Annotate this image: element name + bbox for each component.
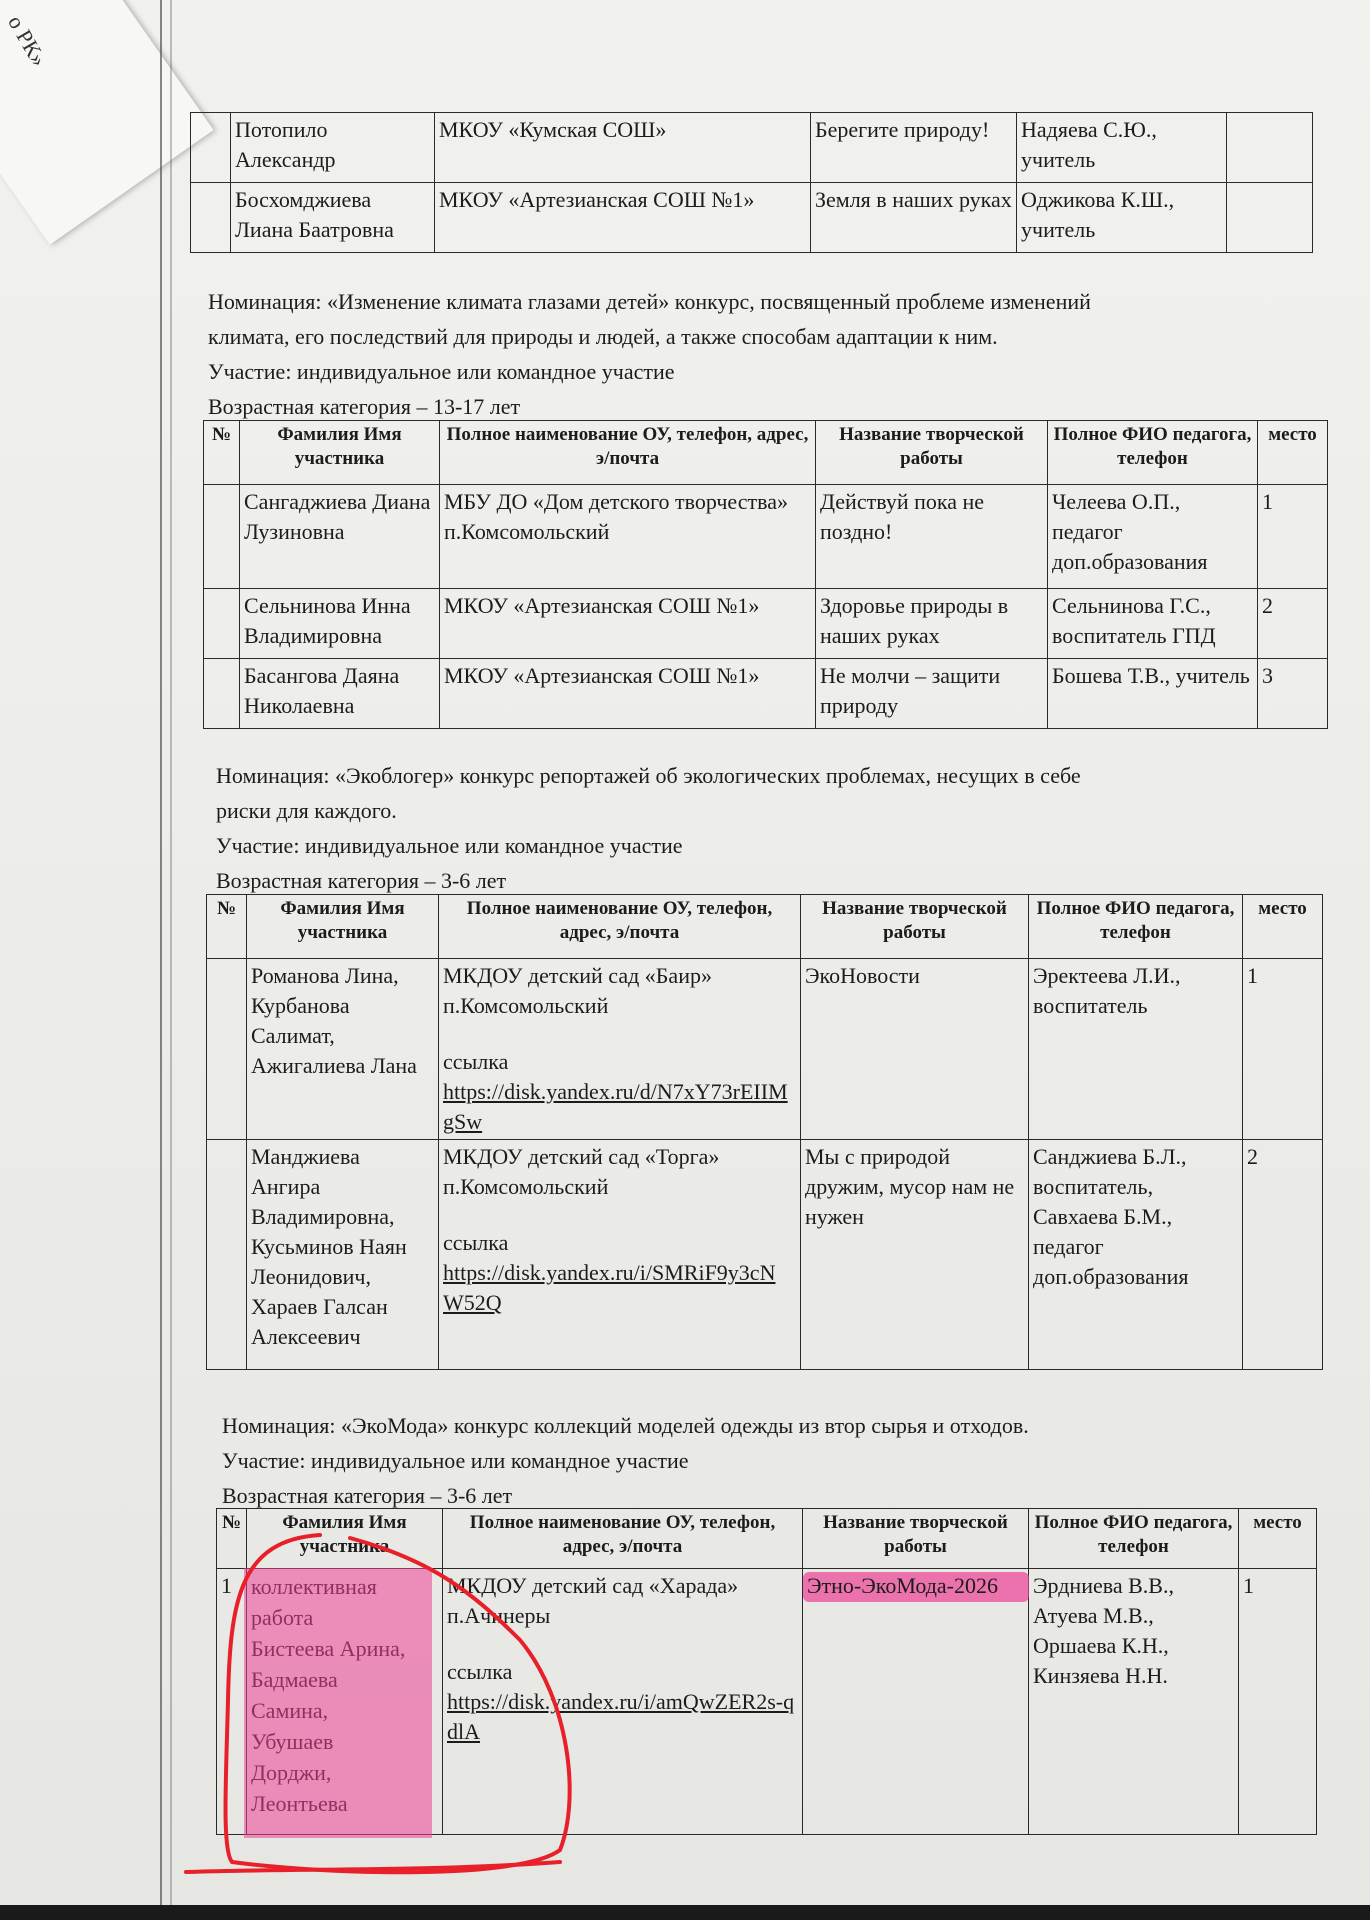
table-continued xyxy=(190,112,1313,253)
organization: МКОУ «Артезианская СОШ №1» xyxy=(440,589,816,659)
table-row xyxy=(207,1140,1323,1370)
header-org: Полное наименование ОУ, телефон, адрес, э/почта xyxy=(439,895,801,959)
teacher: Бошева Т.В., учитель xyxy=(1048,659,1258,729)
header-org: Полное наименование ОУ, телефон, адрес, э/почта xyxy=(443,1509,803,1569)
organization-cell xyxy=(439,1140,801,1370)
organization: МБУ ДО «Дом детского творчества» п.Комсомольский xyxy=(440,485,816,589)
teacher-line: Эрдниева В.В., xyxy=(1033,1573,1174,1598)
table-row xyxy=(204,659,1328,729)
table-row xyxy=(207,959,1323,1140)
teacher-line: Оршаева К.Н., xyxy=(1033,1633,1169,1658)
participant-name: Потопило Александр xyxy=(231,113,435,183)
participant-name: Сангаджиева Диана Лузиновна xyxy=(240,485,440,589)
nomination-title: Номинация: «ЭкоМода» конкурс коллекций моделей одежды из втор сырья и отходов. xyxy=(222,1413,1029,1438)
place xyxy=(1227,113,1313,183)
place xyxy=(1227,183,1313,253)
work-title: Мы с природой дружим, мусор нам не нужен xyxy=(801,1140,1029,1370)
place: 1 xyxy=(1239,1569,1317,1835)
table-row xyxy=(204,589,1328,659)
work-title: Земля в наших руках xyxy=(811,183,1017,253)
corner-fragment-text: о РК» xyxy=(3,10,53,71)
place: 1 xyxy=(1258,485,1328,589)
participation-type: Участие: индивидуальное или командное участие xyxy=(208,359,675,384)
header-place: место xyxy=(1258,421,1328,485)
disk-link[interactable]: https://disk.yandex.ru/d/N7xY73rEIIMgSw xyxy=(443,1079,788,1134)
header-no: № xyxy=(207,895,247,959)
margin-line xyxy=(160,0,162,1920)
nomination-title: Номинация: «Экоблогер» конкурс репортажей об экологических проблемах, несущих в себе xyxy=(216,763,1081,788)
table-header-row xyxy=(217,1509,1317,1569)
teacher-cell xyxy=(1029,1569,1239,1835)
link-label: ссылка xyxy=(443,1230,509,1255)
teacher: Сельнинова Г.С., воспитатель ГПД xyxy=(1048,589,1258,659)
row-number xyxy=(204,659,240,729)
nomination-description: риски для каждого. xyxy=(216,798,397,823)
results-table-ecoblogger xyxy=(206,894,1323,1370)
header-name: Фамилия Имя участника xyxy=(247,895,439,959)
participation-type: Участие: индивидуальное или командное участие xyxy=(216,833,683,858)
header-work: Название творческой работы xyxy=(803,1509,1029,1569)
row-number xyxy=(204,589,240,659)
header-teacher: Полное ФИО педагога, телефон xyxy=(1029,1509,1239,1569)
teacher-line: Атуева М.В., xyxy=(1033,1603,1154,1628)
organization: МКОУ «Кумская СОШ» xyxy=(435,113,811,183)
teacher: Эректеева Л.И., воспитатель xyxy=(1029,959,1243,1140)
table-row xyxy=(191,113,1313,183)
organization-cell xyxy=(443,1569,803,1835)
participation-type: Участие: индивидуальное или командное участие xyxy=(222,1448,689,1473)
row-number xyxy=(207,1140,247,1370)
link-label: ссылка xyxy=(447,1659,513,1684)
organization: МКОУ «Артезианская СОШ №1» xyxy=(440,659,816,729)
header-teacher: Полное ФИО педагога, телефон xyxy=(1048,421,1258,485)
header-work: Название творческой работы xyxy=(816,421,1048,485)
results-table-climate xyxy=(203,420,1328,729)
organization: МКДОУ детский сад «Харада» п.Ачинеры xyxy=(447,1573,739,1628)
margin-line-faint xyxy=(170,0,172,1920)
organization: МКДОУ детский сад «Торга» п.Комсомольский xyxy=(443,1144,720,1199)
participant-name: Сельнинова Инна Владимировна xyxy=(240,589,440,659)
nomination-block-ecomoda xyxy=(222,1408,1322,1513)
nomination-block-climate xyxy=(208,284,1308,424)
work-title: Этно-ЭкоМода-2026 xyxy=(803,1569,1029,1835)
teacher-line: Кинзяева Н.Н. xyxy=(1033,1663,1168,1688)
header-name: Фамилия Имя участника xyxy=(247,1509,443,1569)
link-label: ссылка xyxy=(443,1049,509,1074)
nomination-title: Номинация: «Изменение климата глазами детей» конкурс, посвященный проблеме изменений xyxy=(208,289,1091,314)
work-title: ЭкоНовости xyxy=(801,959,1029,1140)
participant-name: Романова Лина, Курбанова Салимат, Ажигалиева Лана xyxy=(247,959,439,1140)
participant-name: Басангова Даяна Николаевна xyxy=(240,659,440,729)
header-no: № xyxy=(204,421,240,485)
header-no: № xyxy=(217,1509,247,1569)
header-teacher: Полное ФИО педагога, телефон xyxy=(1029,895,1243,959)
row-number xyxy=(207,959,247,1140)
header-place: место xyxy=(1243,895,1323,959)
organization-cell xyxy=(439,959,801,1140)
table-row xyxy=(191,183,1313,253)
participant-name: Босхомджиева Лиана Баатровна xyxy=(231,183,435,253)
work-title: Действуй пока не поздно! xyxy=(816,485,1048,589)
highlight-names xyxy=(244,1568,432,1838)
work-title: Берегите природу! xyxy=(811,113,1017,183)
place: 2 xyxy=(1258,589,1328,659)
header-work: Название творческой работы xyxy=(801,895,1029,959)
work-title: Не молчи – защити природу xyxy=(816,659,1048,729)
age-category: Возрастная категория – 13-17 лет xyxy=(208,394,521,419)
teacher: Надяева С.Ю., учитель xyxy=(1017,113,1227,183)
disk-link[interactable]: https://disk.yandex.ru/i/amQwZER2s-qdlA xyxy=(447,1689,795,1744)
table-header-row xyxy=(204,421,1328,485)
organization: МКОУ «Артезианская СОШ №1» xyxy=(435,183,811,253)
nomination-block-ecoblogger xyxy=(216,758,1316,898)
teacher: Челеева О.П., педагог доп.образования xyxy=(1048,485,1258,589)
row-number xyxy=(204,485,240,589)
work-title: Здоровье природы в наших руках xyxy=(816,589,1048,659)
age-category: Возрастная категория – 3-6 лет xyxy=(222,1483,513,1508)
place: 3 xyxy=(1258,659,1328,729)
table-row xyxy=(204,485,1328,589)
place: 1 xyxy=(1243,959,1323,1140)
organization: МКДОУ детский сад «Баир» п.Комсомольский xyxy=(443,963,712,1018)
header-org: Полное наименование ОУ, телефон, адрес, э/почта xyxy=(440,421,816,485)
disk-link[interactable]: https://disk.yandex.ru/i/SMRiF9y3cNW52Q xyxy=(443,1260,776,1315)
participant-name: Манджиева Ангира Владимировна, Кусьминов Наян Леонидович, Хараев Галсан Алексеевич xyxy=(247,1140,439,1370)
nomination-description: климата, его последствий для природы и людей, а также способам адаптации к ним. xyxy=(208,324,998,349)
place: 2 xyxy=(1243,1140,1323,1370)
row-number: 1 xyxy=(217,1569,247,1835)
table-header-row xyxy=(207,895,1323,959)
header-name: Фамилия Имя участника xyxy=(240,421,440,485)
age-category: Возрастная категория – 3-6 лет xyxy=(216,868,507,893)
scan-bottom-edge xyxy=(0,1905,1370,1920)
red-pen-stroke xyxy=(186,1862,560,1872)
teacher: Оджикова К.Ш., учитель xyxy=(1017,183,1227,253)
header-place: место xyxy=(1239,1509,1317,1569)
teacher: Санджиева Б.Л., воспитатель, Савхаева Б.М., педагог доп.образования xyxy=(1029,1140,1243,1370)
